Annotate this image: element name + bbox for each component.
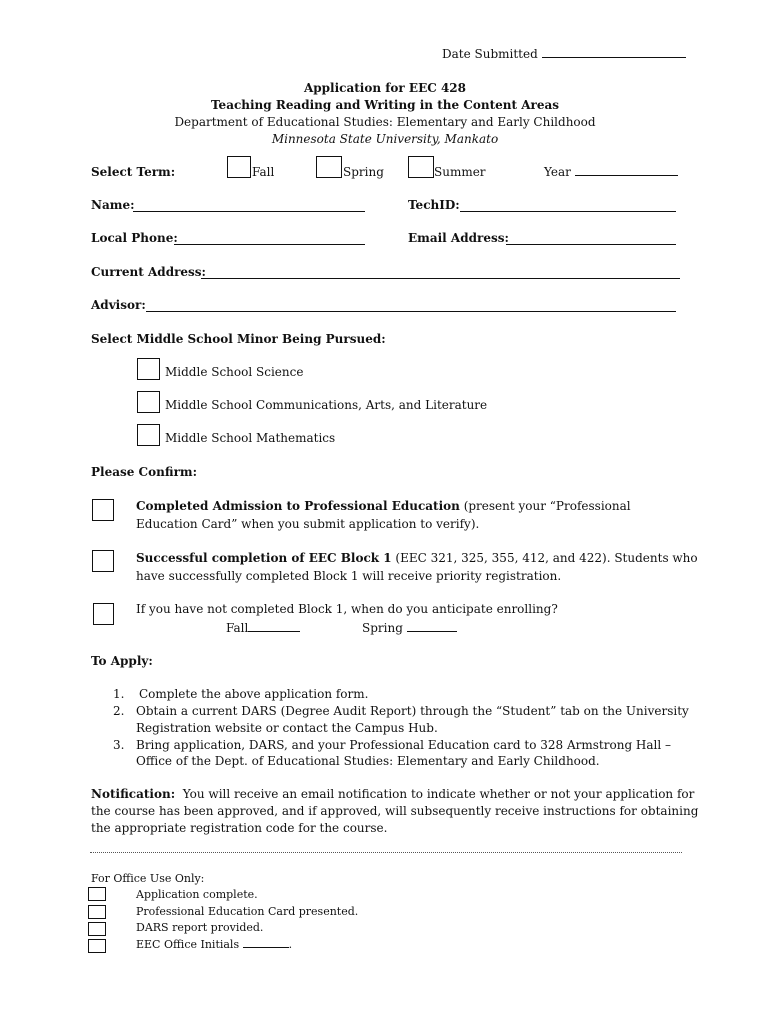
- office-application-label: Application complete.: [136, 888, 258, 901]
- address-input[interactable]: [201, 278, 680, 279]
- anticipate-checkbox[interactable]: [93, 603, 114, 625]
- anticipate-fall: [226, 621, 300, 635]
- block1-line2: have successfully completed Block 1 will receive priority registration.: [136, 569, 562, 583]
- email-input[interactable]: [506, 244, 676, 245]
- block1-bold: Successful completion of EEC Block 1: [136, 551, 392, 565]
- office-heading: For Office Use Only:: [91, 872, 205, 885]
- minor-communications-label: Middle School Communications, Arts, and Literature: [165, 398, 488, 412]
- fall-label: Fall: [252, 165, 275, 179]
- step-2-number: 2.: [113, 704, 125, 718]
- office-initials-suffix: .: [288, 938, 293, 951]
- office-dars-checkbox[interactable]: [88, 922, 106, 936]
- office-initials-checkbox[interactable]: [88, 939, 106, 953]
- notification-label: Notification:: [91, 787, 176, 801]
- admission-bold: Completed Admission to Professional Education: [136, 499, 460, 513]
- step-2-text-line2: Registration website or contact the Campus Hub.: [136, 721, 438, 735]
- minor-science-checkbox[interactable]: [137, 358, 160, 380]
- anticipate-fall-input[interactable]: [248, 631, 300, 632]
- office-initials: [136, 938, 292, 951]
- anticipate-spring-input[interactable]: [407, 631, 457, 632]
- date-submitted-field[interactable]: [542, 57, 686, 58]
- date-submitted-label: Date Submitted: [442, 47, 538, 61]
- anticipate-spring-label: Spring: [362, 621, 403, 635]
- minor-mathematics-checkbox[interactable]: [137, 424, 160, 446]
- techid-label: TechID:: [408, 198, 460, 212]
- step-3-number: 3.: [113, 738, 125, 752]
- minor-science-label: Middle School Science: [165, 365, 304, 379]
- minor-communications-checkbox[interactable]: [137, 391, 160, 413]
- email-label: Email Address:: [408, 231, 509, 245]
- select-term-label: Select Term:: [91, 165, 176, 179]
- form-title: Application for EEC 428: [303, 81, 467, 95]
- notification-line3: the appropriate registration code for the course.: [91, 821, 388, 835]
- notification-line1: [91, 787, 694, 801]
- notification-text: You will receive an email notification to indicate whether or not your application for: [175, 787, 695, 801]
- address-label: Current Address:: [91, 265, 206, 279]
- office-initials-label: EEC Office Initials: [136, 938, 243, 951]
- admission-line2: Education Card” when you submit application to verify).: [136, 517, 480, 531]
- admission-rest: (present your “Professional: [459, 499, 631, 513]
- divider: [90, 852, 682, 853]
- office-card-label: Professional Education Card presented.: [136, 905, 359, 918]
- step-2-text: Obtain a current DARS (Degree Audit Report) through the “Student” tab on the University: [136, 704, 689, 718]
- year-field: [544, 165, 678, 179]
- advisor-input[interactable]: [146, 311, 676, 312]
- minor-heading: Select Middle School Minor Being Pursued:: [91, 332, 386, 346]
- summer-label: Summer: [434, 165, 486, 179]
- office-application-checkbox[interactable]: [88, 887, 106, 901]
- spring-label: Spring: [343, 165, 384, 179]
- anticipate-spring: [362, 621, 457, 635]
- advisor-label: Advisor:: [91, 298, 146, 312]
- office-card-checkbox[interactable]: [88, 905, 106, 919]
- office-dars-label: DARS report provided.: [136, 921, 264, 934]
- office-initials-input[interactable]: [243, 947, 289, 948]
- block1-rest: (EEC 321, 325, 355, 412, and 422). Students who: [391, 551, 698, 565]
- admission-text: [136, 499, 631, 513]
- phone-label: Local Phone:: [91, 231, 178, 245]
- year-input[interactable]: [575, 175, 678, 176]
- admission-checkbox[interactable]: [92, 499, 114, 521]
- confirm-heading: Please Confirm:: [91, 465, 198, 479]
- phone-input[interactable]: [174, 244, 365, 245]
- block1-checkbox[interactable]: [92, 550, 114, 572]
- step-1-number: 1.: [113, 687, 125, 701]
- name-input[interactable]: [133, 211, 365, 212]
- department-name: Department of Educational Studies: Elementary and Early Childhood: [174, 115, 596, 129]
- anticipate-text: If you have not completed Block 1, when do you anticipate enrolling?: [136, 602, 558, 616]
- step-1-text: Complete the above application form.: [139, 687, 369, 701]
- name-label: Name:: [91, 198, 135, 212]
- minor-mathematics-label: Middle School Mathematics: [165, 431, 336, 445]
- step-3-text-line2: Office of the Dept. of Educational Studies: Elementary and Early Childhood.: [136, 754, 600, 768]
- university-name: Minnesota State University, Mankato: [271, 132, 499, 146]
- summer-checkbox[interactable]: [408, 156, 434, 178]
- block1-text: [136, 551, 698, 565]
- anticipate-fall-label: Fall: [226, 621, 249, 635]
- date-submitted: [442, 47, 686, 61]
- spring-checkbox[interactable]: [316, 156, 342, 178]
- fall-checkbox[interactable]: [227, 156, 251, 178]
- year-label: Year: [544, 165, 571, 179]
- notification-line2: the course has been approved, and if approved, will subsequently receive instructions for obtaining: [91, 804, 699, 818]
- step-3-text: Bring application, DARS, and your Professional Education card to 328 Armstrong Hall –: [136, 738, 672, 752]
- course-title: Teaching Reading and Writing in the Content Areas: [211, 98, 559, 112]
- apply-heading: To Apply:: [91, 654, 153, 668]
- techid-input[interactable]: [460, 211, 676, 212]
